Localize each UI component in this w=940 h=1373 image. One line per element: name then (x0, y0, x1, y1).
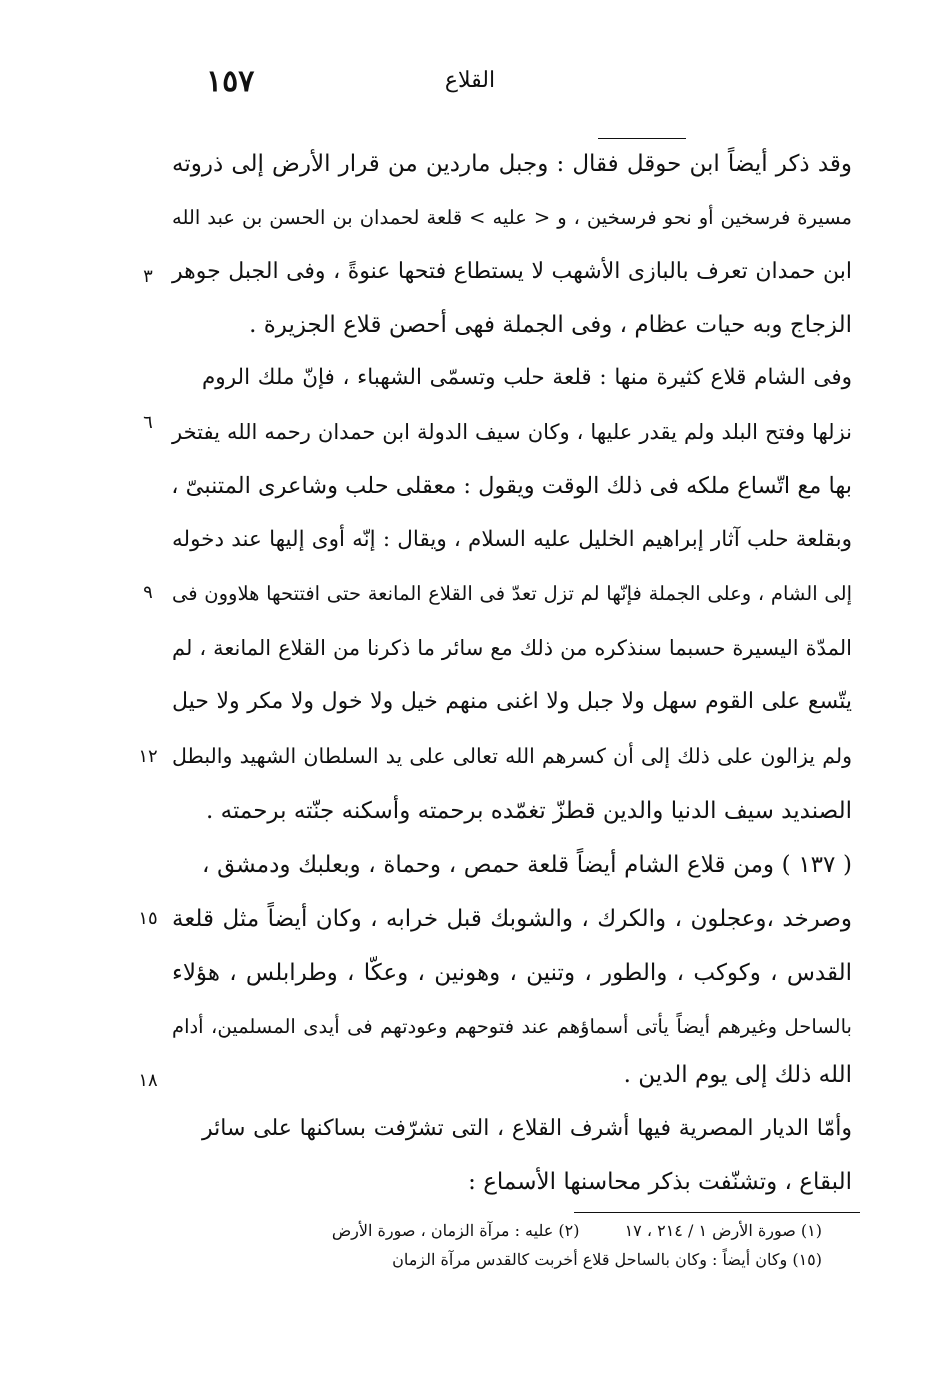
footnote-rule (574, 1212, 860, 1213)
text-line-17: بالساحل وغيرهم أيضاً يأتى أسماؤهم عند فتوحهم وعودتهم فى أيدى المسلمين، أدام (172, 1015, 852, 1038)
text-line-11: يتّسع على القوم سهل ولا جبل ولا اغنى منهم خيل ولا خول ولا مكر ولا حيل (172, 689, 852, 714)
text-line-20: البقاع ، وتشنّفت بذكر محاسنها الأسماع : (468, 1169, 852, 1195)
text-line-14: ( ١٣٧ ) ومن قلاع الشام أيضاً قلعة حمص ، وحماة ، وبعلبك ودمشق ، (202, 852, 852, 878)
running-header-title: القلاع (444, 68, 496, 93)
text-line-10: المدّة اليسيرة حسبما سنذكره من ذلك مع سائر ما ذكرنا من القلاع المانعة ، لم (172, 636, 852, 660)
line-number-15: ١٥ (138, 908, 158, 929)
text-line-19: وأمّا الديار المصرية فيها أشرف القلاع ، التى تشرّفت بساكنها على سائر (202, 1116, 852, 1141)
line-number-12: ١٢ (138, 746, 158, 767)
text-line-9: إلى الشام ، وعلى الجملة فإنّها لم تزل تعدّ فى القلاع المانعة حتى افتتحها هلاوون فى (172, 582, 852, 605)
text-line-13: الصنديد سيف الدنيا والدين قطزّ تغمّده برحمته وأسكنه جنّته برحمته . (206, 798, 852, 824)
line-number-9: ٩ (143, 582, 153, 603)
text-line-6: نزلها وفتح البلد ولم يقدر عليها ، وكان سيف الدولة ابن حمدان رحمه الله يفتخر (172, 420, 852, 444)
text-line-15: وصرخد ،وعجلون ، والكرك ، والشوبك قبل خرابه ، وكان أيضاً مثل قلعة (172, 906, 852, 932)
text-line-12: ولم يزالون على ذلك إلى أن كسرهم الله تعالى على يد السلطان الشهيد والبطل (172, 744, 852, 768)
text-line-1: وقد ذكر أيضاً ابن حوقل فقال : وجبل ماردين من قرار الأرض إلى ذروته (172, 151, 852, 177)
text-line-7: بها مع اتّساع ملكه فى ذلك الوقت ويقول : معقلى حلب وشاعرى المتنبىّ ، (171, 473, 852, 499)
footnote-1: (١) صورة الأرض ١ / ٢١٤ ، ١٧ (624, 1221, 822, 1240)
text-line-8: وبقلعة حلب آثار إبراهيم الخليل عليه السلام ، ويقال : إنّه أوى إليها عند دخوله (172, 527, 852, 552)
footnote-line-2 (172, 1247, 822, 1273)
footnote-line-1 (172, 1218, 822, 1244)
footnote-15: (١٥) وكان أيضاً : وكان بالساحل قلاع أخربت كالقدس مرآة الزمان (392, 1250, 822, 1269)
footnote-2: (٢) عليه : مرآة الزمان ، صورة الأرض (331, 1221, 580, 1240)
reference-overline (598, 138, 686, 139)
line-number-18: ١٨ (138, 1070, 158, 1091)
text-line-2: مسيرة فرسخين أو نحو فرسخين ، و < عليه > قلعة لحمدان بن الحسن بن عبد الله (172, 206, 852, 229)
text-line-18: الله ذلك إلى يوم الدين . (623, 1062, 852, 1088)
text-line-5: وفى الشام قلاع كثيرة منها : قلعة حلب وتسمّى الشهباء ، فإنّ ملك الروم (202, 365, 852, 390)
line-number-3: ٣ (143, 266, 153, 287)
line-number-6: ٦ (143, 412, 153, 433)
text-line-3: ابن حمدان تعرف بالبازى الأشهب لا يستطاع فتحها عنوةً ، وفى الجبل جوهر (172, 259, 852, 284)
text-line-16: القدس ، وكوكب ، والطور ، وتنين ، وهونين ، وعكّا ، وطرابلس ، هؤلاء (172, 960, 852, 986)
text-line-4: الزجاج وبه حيات عظام ، وفى الجملة فهى أحصن قلاع الجزيرة . (249, 312, 852, 338)
page-number: ١٥٧ (206, 64, 255, 99)
